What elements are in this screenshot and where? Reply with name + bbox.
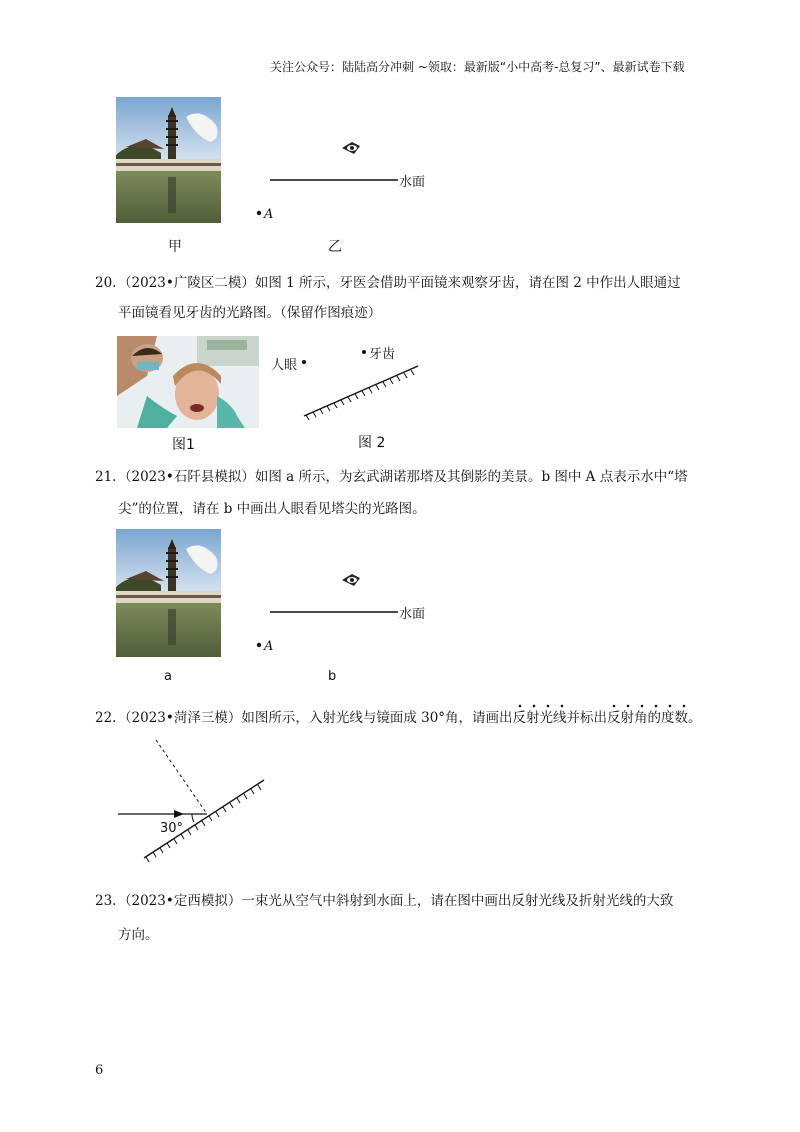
q22-text xyxy=(118,705,702,732)
q22-text-a: （2023•菏泽三模）如图所示，入射光线与镜面成 30°角，请画出 xyxy=(118,710,513,726)
q21-number: 21. xyxy=(95,469,117,485)
q22-emph-angle: 反射角的度数 xyxy=(607,710,688,726)
page-header: 关注公众号：陆陆高分冲刺 ~领取：最新版“小中高考-总复习”、最新试卷下载 xyxy=(270,60,685,74)
plane-mirror-fig2 xyxy=(300,362,422,420)
caption-a: a xyxy=(164,669,172,684)
eye-label: 人眼 xyxy=(271,358,298,373)
q23-line2: 方向。 xyxy=(118,927,159,943)
caption-fig2: 图 2 xyxy=(358,435,386,451)
point-a xyxy=(257,643,261,647)
point-a xyxy=(257,211,261,215)
mirror-line xyxy=(144,780,264,858)
pagoda-photo-a xyxy=(116,529,221,657)
q22-number: 22. xyxy=(95,710,117,726)
q22-text-e: 。 xyxy=(688,710,702,726)
normal-dashed-line xyxy=(156,740,207,814)
water-label-b: 水面 xyxy=(399,607,426,622)
q21-line2: 尖”的位置，请在 b 中画出人眼看见塔尖的光路图。 xyxy=(118,501,426,517)
caption-yi: 乙 xyxy=(328,239,342,255)
eye-icon xyxy=(342,574,360,586)
dentist-photo xyxy=(117,336,259,428)
q20-line1: （2023•广陵区二模）如图 1 所示，牙医会借助平面镜来观察牙齿，请在图 2 中作出人眼通过 xyxy=(118,275,681,291)
caption-jia: 甲 xyxy=(168,239,182,255)
angle-arc xyxy=(192,814,194,822)
arrow-icon xyxy=(174,810,184,818)
point-a-label-b: A xyxy=(264,639,274,654)
q21-line1: （2023•石阡县模拟）如图 a 所示，为玄武湖诺那塔及其倒影的美景。b 图中 A 点表示水中“塔 xyxy=(118,469,688,485)
q22-emph-reflected: 反射光线 xyxy=(513,710,567,726)
eye-icon xyxy=(342,142,360,154)
caption-b: b xyxy=(328,669,337,684)
tooth-label: 牙齿 xyxy=(369,347,396,362)
page-number: 6 xyxy=(95,1063,104,1078)
pagoda-photo-jia xyxy=(116,97,221,223)
water-label-top: 水面 xyxy=(399,175,426,190)
q20-line2: 平面镜看见牙齿的光路图。（保留作图痕迹） xyxy=(118,305,382,321)
point-a-label-top: A xyxy=(264,207,274,222)
q22-text-c: 并标出 xyxy=(566,710,608,726)
diagram-q22 xyxy=(110,738,280,868)
angle-label: 30° xyxy=(160,821,184,836)
q23-number: 23. xyxy=(95,893,117,909)
q23-line1: （2023•定西模拟）一束光从空气中斜射到水面上，请在图中画出反射光线及折射光线的大致 xyxy=(118,893,674,909)
q20-number: 20. xyxy=(95,275,117,291)
caption-fig1: 图1 xyxy=(172,437,195,453)
tooth-point xyxy=(362,350,366,354)
